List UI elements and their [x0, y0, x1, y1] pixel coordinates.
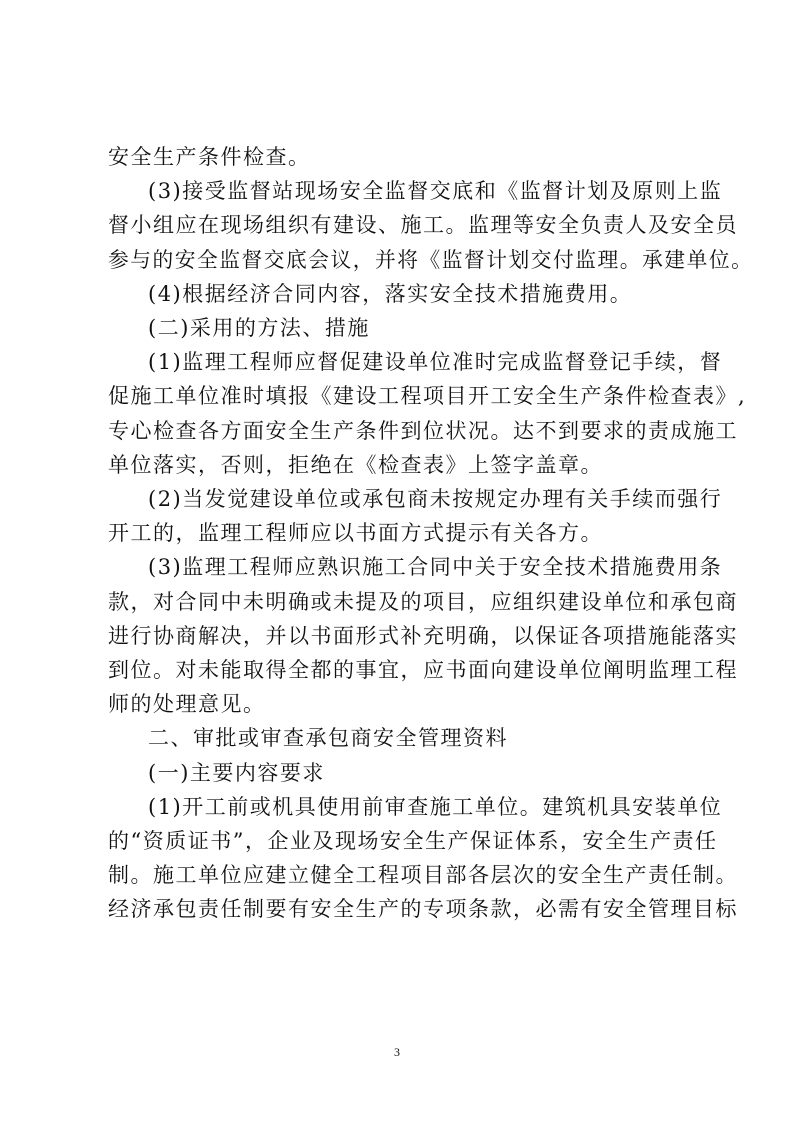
section-heading: (二)采用的方法、措施 [148, 316, 370, 340]
page-number: 3 [394, 1045, 400, 1059]
text-line: 到位。对未能取得全都的事宜，应书面向建设单位阐明监理工程 [108, 658, 738, 682]
text-line: 参与的安全监督交底会议，并将《监督计划交付监理。承建单位。 [108, 247, 754, 272]
text-line: 单位落实，否则，拒绝在《检查表》上签字盖章。 [108, 452, 603, 477]
text-line: 制。施工单位应建立健全工程项目部各层次的安全生产责任制。 [108, 863, 738, 888]
text-line: (3)接受监督站现场安全监督交底和《监督计划及原则上监 [148, 179, 723, 204]
subsection-heading: (一)主要内容要求 [148, 760, 325, 785]
section-heading: 二、审批或审查承包商安全管理资料 [148, 726, 508, 751]
text-line: (1)监理工程师应督促建设单位准时完成监督登记手续，督 [148, 350, 723, 375]
text-line: 经济承包责任制要有安全生产的专项条款，必需有安全管理目标 [108, 897, 738, 922]
text-line: (3)监理工程师应熟识施工合同中关于安全技术措施费用条 [148, 555, 723, 580]
text-line: 专心检查各方面安全生产条件到位状况。达不到要求的责成施工 [108, 418, 738, 443]
text-line: 督小组应在现场组织有建设、施工。监理等安全负责人及安全员 [108, 213, 738, 238]
text-line: 安全生产条件检查。 [108, 145, 311, 169]
text-line: 开工的，监理工程师应以书面方式提示有关各方。 [108, 521, 603, 546]
text-line: 的“资质证书”，企业及现场安全生产保证体系，安全生产责任 [108, 829, 718, 853]
text-line: 进行协商解决，并以书面形式补充明确，以保证各项措施能落实 [108, 623, 738, 648]
text-line: 促施工单位准时填报《建设工程项目开工安全生产条件检查表》, [108, 384, 747, 409]
text-line: (2)当发觉建设单位或承包商未按规定办理有关手续而强行 [148, 487, 723, 511]
text-line: 款，对合同中未明确或未提及的项目，应组织建设单位和承包商 [108, 589, 738, 614]
text-line: (4)根据经济合同内容，落实安全技术措施费用。 [148, 281, 633, 306]
text-line: 师的处理意见。 [108, 692, 266, 717]
text-line: (1)开工前或机具使用前审查施工单位。建筑机具安装单位 [148, 794, 723, 819]
